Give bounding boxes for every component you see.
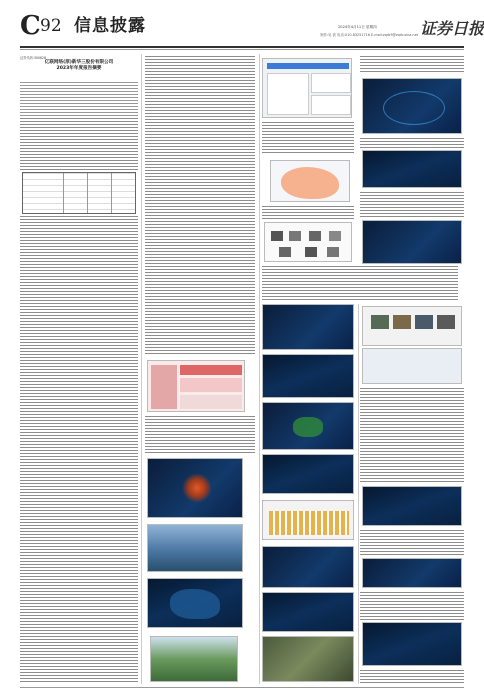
text-block [360, 192, 464, 218]
figure-dashboard-6 [262, 592, 354, 632]
data-table [22, 172, 136, 214]
figure-map-3d [262, 402, 354, 450]
figure-dashboard-7 [362, 150, 462, 188]
text-block [360, 138, 464, 148]
announcement-header [20, 56, 138, 72]
figure-video-wall [362, 348, 462, 384]
figure-building-render [147, 524, 243, 572]
section-letter: C [20, 11, 41, 41]
figure-dashboard-8 [362, 220, 462, 264]
text-block [360, 388, 464, 482]
figure-product-devices [264, 222, 352, 262]
report-title: 2023年年度报告摘要 [56, 66, 102, 71]
figure-architecture [147, 360, 245, 412]
editor-contact: 制作:吴 波 电话:010-83251716 E-mail:zqrb9@zqrb.sina.net [320, 33, 418, 37]
issue-date: 2024年4月11日 星期四 [338, 25, 377, 29]
page-number: 92 [40, 16, 62, 36]
figure-monitor-cards [362, 306, 462, 346]
figure-china-map [270, 160, 350, 202]
figure-network-map [362, 78, 462, 134]
figure-dashboard-5 [262, 546, 354, 588]
figure-aerial-photo [262, 636, 354, 682]
text-block [20, 118, 138, 170]
text-block [360, 670, 464, 684]
newspaper-logo: 证券日报 [420, 19, 484, 38]
text-block [262, 206, 354, 220]
header-rule [20, 46, 464, 48]
figure-dashboard-4 [262, 454, 354, 494]
column-divider [358, 304, 359, 684]
figure-platform-ui [262, 58, 352, 118]
company-name: 亿联网络(原)新华三股份有限公司 [44, 60, 114, 65]
text-block [145, 416, 255, 454]
text-block [262, 266, 458, 302]
figure-grid-panel [262, 500, 354, 540]
text-block [360, 592, 464, 620]
stock-code: 证券代码:300628 [20, 56, 46, 60]
text-block [145, 56, 255, 356]
figure-dashboard-2 [262, 304, 354, 350]
text-block [360, 56, 464, 74]
header-rule-thin [20, 49, 464, 50]
text-block [262, 122, 354, 154]
figure-landscape-photo [150, 636, 238, 682]
figure-map-dark [147, 578, 243, 628]
column-divider [259, 54, 260, 684]
figure-dashboard [147, 458, 243, 518]
section-name: 信息披露 [74, 16, 146, 36]
figure-dashboard-11 [362, 622, 462, 666]
figure-dashboard-3 [262, 354, 354, 398]
column-divider [141, 54, 142, 684]
text-block [360, 530, 464, 556]
figure-dashboard-9 [362, 486, 462, 526]
page-header [0, 0, 484, 52]
text-block [20, 216, 138, 684]
figure-dashboard-10 [362, 558, 462, 588]
footer-rule [20, 687, 464, 688]
